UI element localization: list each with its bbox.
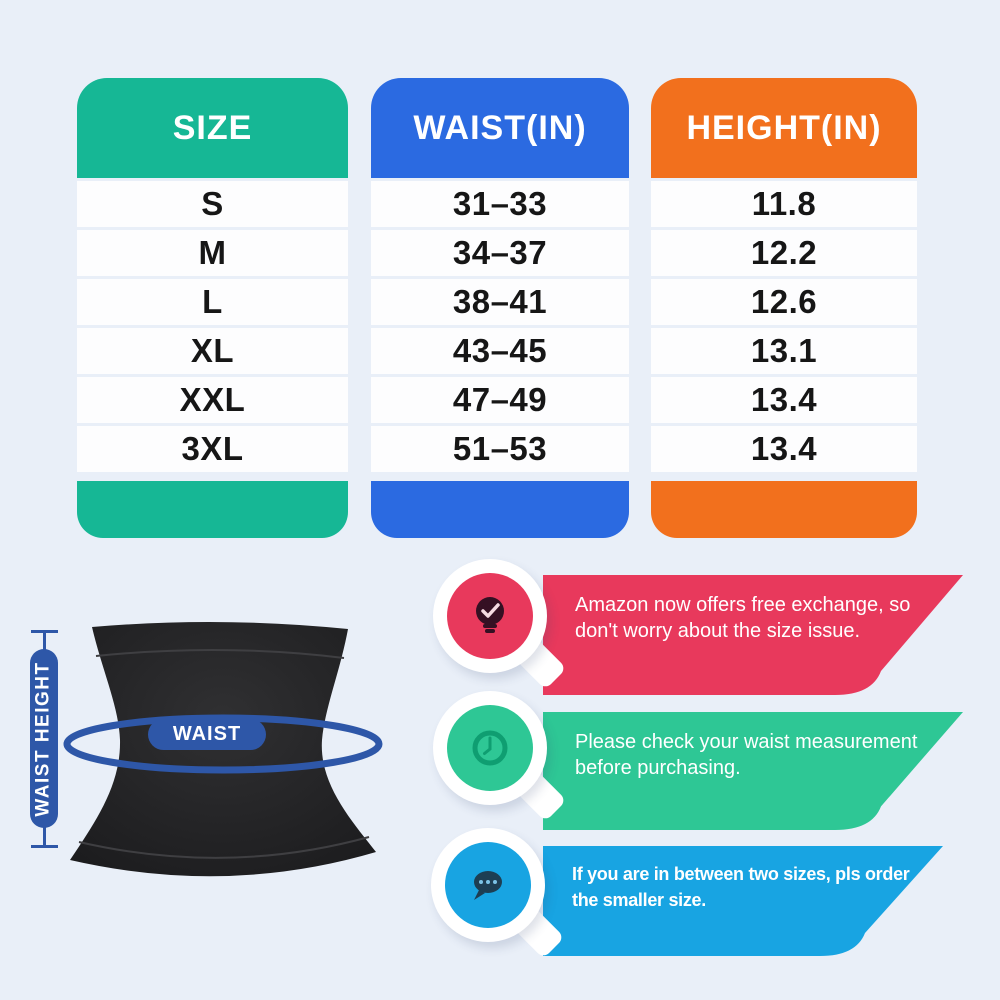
table-cell-waist: 47–49 (371, 377, 629, 423)
clock-icon (447, 705, 533, 791)
table-cell-waist: 51–53 (371, 426, 629, 472)
callout-line: Please check your waist measurement (575, 731, 918, 753)
waist-label-pill (148, 719, 266, 750)
table-cell-height: 13.1 (651, 328, 917, 374)
waist-height-pill (30, 649, 58, 828)
column-header-waist: WAIST(IN) (371, 78, 629, 178)
callout-line: the smaller size. (572, 890, 706, 910)
table-cell-height: 12.2 (651, 230, 917, 276)
table-column-waist (371, 78, 629, 538)
lightbulb-check-icon (447, 573, 533, 659)
table-cell-size: 3XL (77, 426, 348, 472)
table-cell-size: S (77, 181, 348, 227)
table-cell-height: 12.6 (651, 279, 917, 325)
column-footer-height (651, 481, 917, 538)
table-cell-waist: 43–45 (371, 328, 629, 374)
callout-text-check-measurement (575, 729, 917, 781)
callout-line: If you are in between two sizes, pls order (572, 864, 910, 884)
table-cell-height: 11.8 (651, 181, 917, 227)
table-cell-waist: 38–41 (371, 279, 629, 325)
table-column-height (651, 78, 917, 538)
callout-line: before purchasing. (575, 757, 741, 779)
callout-line: don't worry about the size issue. (575, 620, 861, 642)
table-cell-height: 13.4 (651, 377, 917, 423)
waist-label: WAIST (172, 723, 242, 745)
column-footer-waist (371, 481, 629, 538)
column-footer-size (77, 481, 348, 538)
table-cell-size: XXL (77, 377, 348, 423)
chat-dots-icon (445, 842, 531, 928)
callout-text-between-sizes (572, 861, 910, 913)
column-header-size: SIZE (77, 78, 348, 178)
table-cell-waist: 34–37 (371, 230, 629, 276)
callout-line: Amazon now offers free exchange, so (575, 594, 911, 616)
table-cell-waist: 31–33 (371, 181, 629, 227)
height-measure-cap-bottom (31, 845, 58, 848)
column-header-height: HEIGHT(IN) (651, 78, 917, 178)
waist-height-label: WAIST HEIGHT (33, 660, 55, 817)
table-cell-height: 13.4 (651, 426, 917, 472)
callout-text-free-exchange (575, 592, 910, 644)
table-cell-size: XL (77, 328, 348, 374)
table-cell-size: M (77, 230, 348, 276)
height-measure-cap-top (31, 630, 58, 633)
table-cell-size: L (77, 279, 348, 325)
table-column-size (77, 78, 348, 538)
